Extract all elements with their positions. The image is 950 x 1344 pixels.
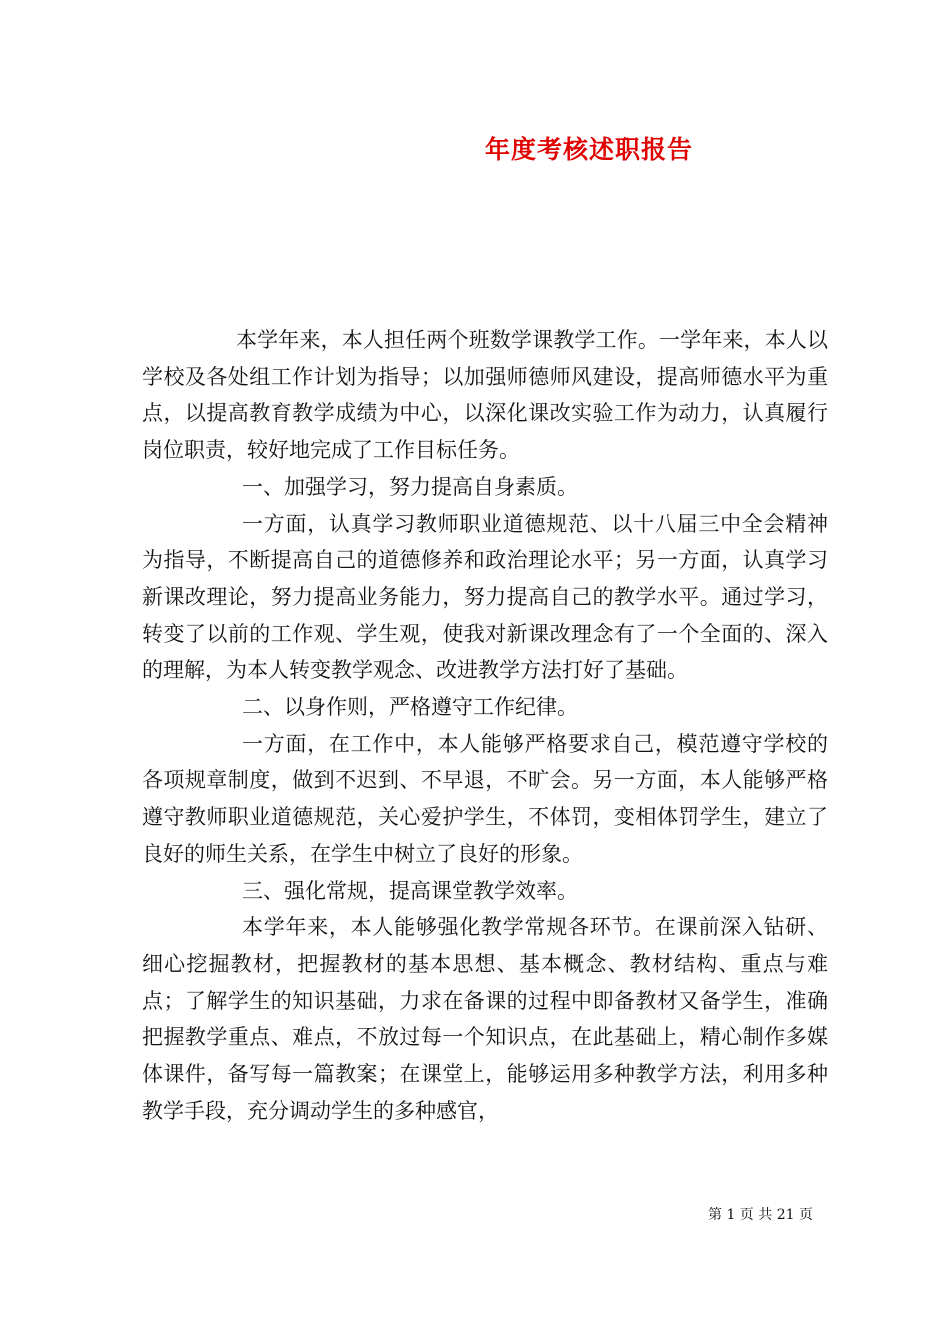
section-heading-1: 一、加强学习，努力提高自身素质。 — [242, 474, 578, 499]
paragraph-section-3: 本学年来，本人能够强化教学常规各环节。在课前深入钻研、细心挖掘教材，把握教材的基本思想、基本概念、教材结构、重点与难点；了解学生的知识基础，力求在备课的过程中即备教材又备学生，准确把握教学重点、难点，不放过每一个知识点，在此基础上，精心制作多媒体课件，备写每一篇教案；在课堂上，能够运用多种教学方法，利用多种教学手段，充分调动学生的多种感官， — [142, 915, 828, 1123]
page-number-footer: 第 1 页 共 21 页 — [708, 1207, 813, 1223]
document-body — [142, 322, 828, 1129]
paragraph-section-2: 一方面，在工作中，本人能够严格要求自己，模范遵守学校的各项规章制度，做到不迟到、不早退，不旷会。另一方面，本人能够严格遵守教师职业道德规范，关心爱护学生，不体罚，变相体罚学生，建立了良好的师生关系，在学生中树立了良好的形象。 — [142, 731, 828, 866]
document-title: 年度考核述职报告 — [484, 135, 693, 164]
section-heading-2: 二、以身作则，严格遵守工作纪律。 — [242, 695, 578, 720]
paragraph-intro: 本学年来，本人担任两个班数学课教学工作。一学年来，本人以学校及各处组工作计划为指导；以加强师德师风建设，提高师德水平为重点，以提高教育教学成绩为中心，以深化课改实验工作为动力，认真履行岗位职责，较好地完成了工作目标任务。 — [142, 328, 828, 463]
paragraph-section-1: 一方面，认真学习教师职业道德规范、以十八届三中全会精神为指导，不断提高自己的道德修养和政治理论水平；另一方面，认真学习新课改理论，努力提高业务能力，努力提高自己的教学水平。通过学习，转变了以前的工作观、学生观，使我对新课改理念有了一个全面的、深入的理解，为本人转变教学观念、改进教学方法打好了基础。 — [142, 511, 828, 683]
section-heading-3: 三、强化常规，提高课堂教学效率。 — [242, 878, 578, 903]
